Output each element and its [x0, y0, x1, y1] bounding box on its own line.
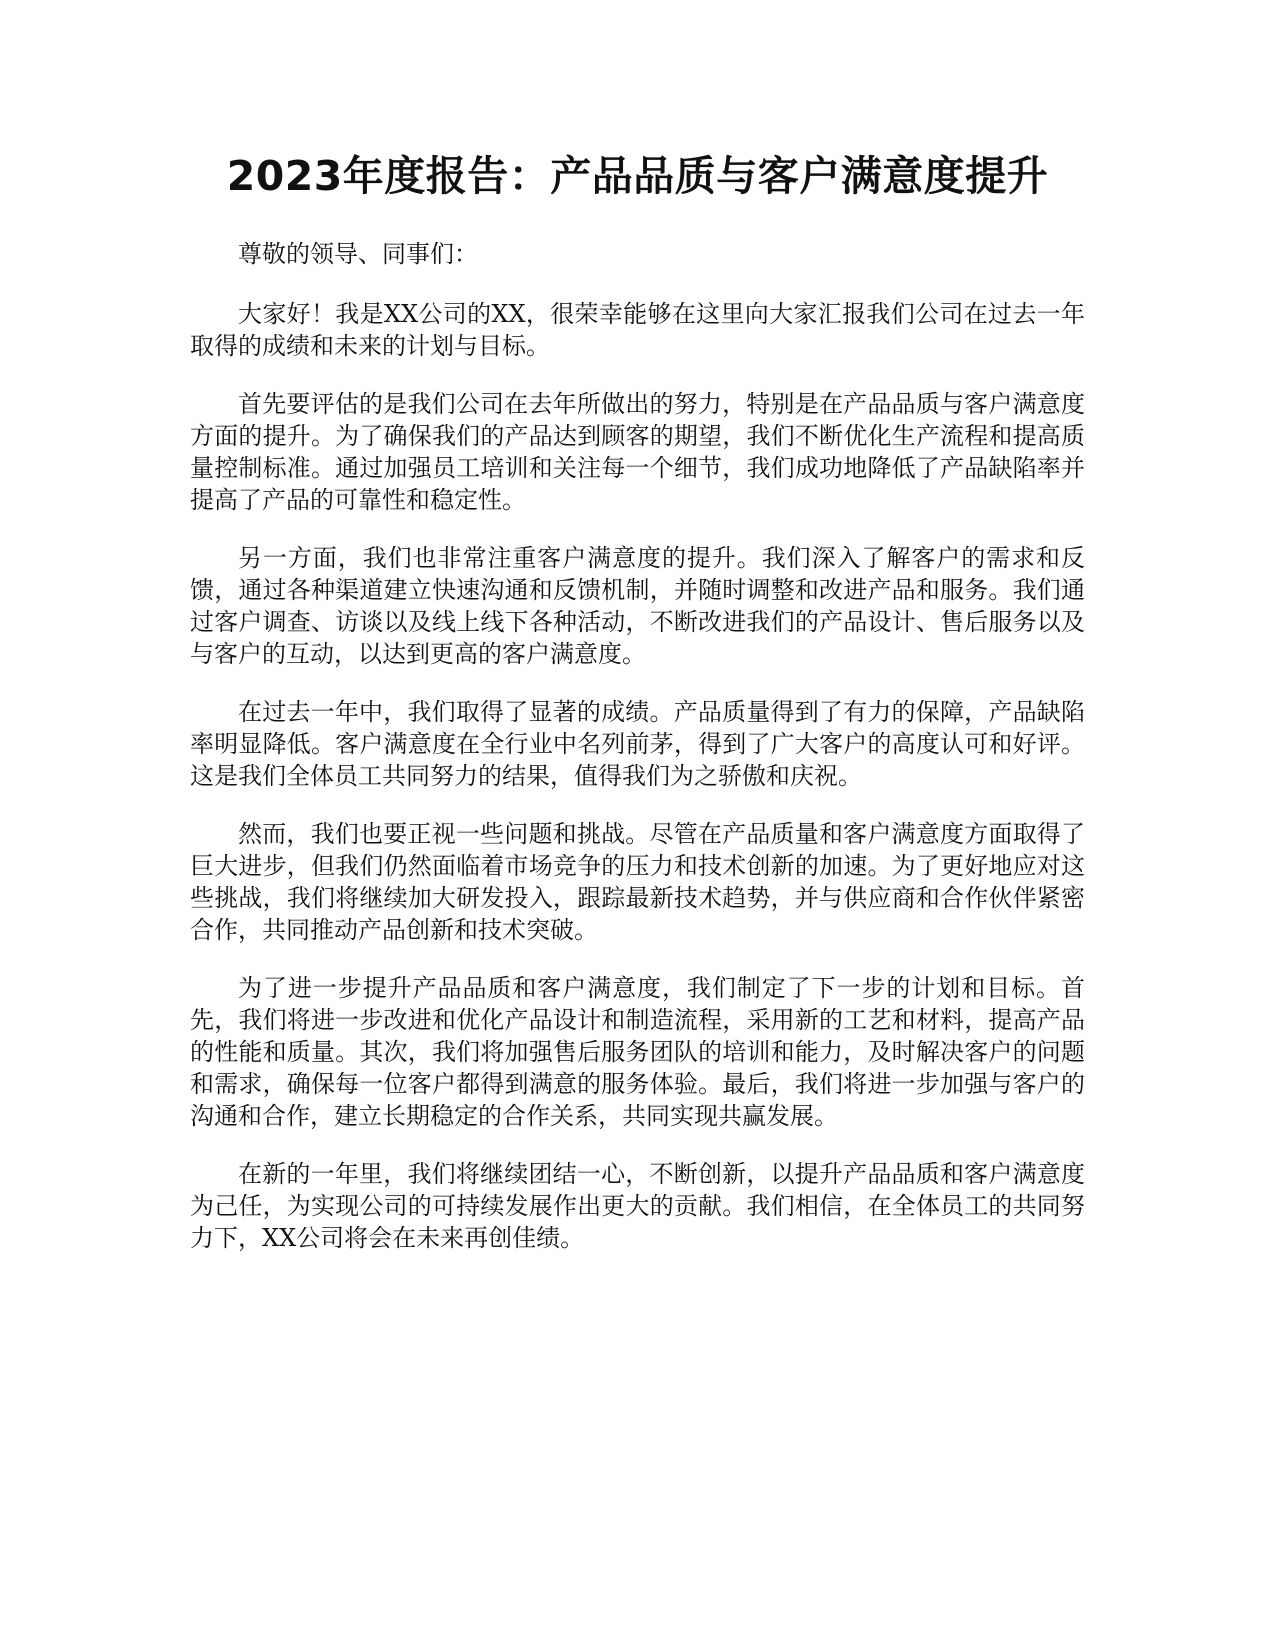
paragraph-closing: 在新的一年里，我们将继续团结一心，不断创新，以提升产品品质和客户满意度为己任，为实现公司的可持续发展作出更大的贡献。我们相信，在全体员工的共同努力下，XX公司将会在未来再创佳绩。	[190, 1160, 1085, 1252]
paragraph-quality-efforts: 首先要评估的是我们公司在去年所做出的努力，特别是在产品品质与客户满意度方面的提升。为了确保我们的产品达到顾客的期望，我们不断优化生产流程和提高质量控制标准。通过加强员工培训和关注每一个细节，我们成功地降低了产品缺陷率并提高了产品的可靠性和稳定性。	[190, 390, 1085, 514]
paragraph-achievements: 在过去一年中，我们取得了显著的成绩。产品质量得到了有力的保障，产品缺陷率明显降低。客户满意度在全行业中名列前茅，得到了广大客户的高度认可和好评。这是我们全体员工共同努力的结果，值得我们为之骄傲和庆祝。	[190, 698, 1085, 790]
paragraph-challenges: 然而，我们也要正视一些问题和挑战。尽管在产品质量和客户满意度方面取得了巨大进步，但我们仍然面临着市场竞争的压力和技术创新的加速。为了更好地应对这些挑战，我们将继续加大研发投入，跟踪最新技术趋势，并与供应商和合作伙伴紧密合作，共同推动产品创新和技术突破。	[190, 820, 1085, 944]
document-title: 2023年度报告：产品品质与客户满意度提升	[226, 152, 1049, 200]
paragraph-customer-satisfaction: 另一方面，我们也非常注重客户满意度的提升。我们深入了解客户的需求和反馈，通过各种渠道建立快速沟通和反馈机制，并随时调整和改进产品和服务。我们通过客户调查、访谈以及线上线下各种活动，不断改进我们的产品设计、售后服务以及与客户的互动，以达到更高的客户满意度。	[190, 544, 1085, 668]
paragraph-intro: 大家好！我是XX公司的XX，很荣幸能够在这里向大家汇报我们公司在过去一年取得的成绩和未来的计划与目标。	[190, 300, 1085, 360]
salutation: 尊敬的领导、同事们：	[238, 240, 478, 268]
paragraph-plans: 为了进一步提升产品品质和客户满意度，我们制定了下一步的计划和目标。首先，我们将进一步改进和优化产品设计和制造流程，采用新的工艺和材料，提高产品的性能和质量。其次，我们将加强售后服务团队的培训和能力，及时解决客户的问题和需求，确保每一位客户都得到满意的服务体验。最后，我们将进一步加强与客户的沟通和合作，建立长期稳定的合作关系，共同实现共赢发展。	[190, 974, 1085, 1130]
